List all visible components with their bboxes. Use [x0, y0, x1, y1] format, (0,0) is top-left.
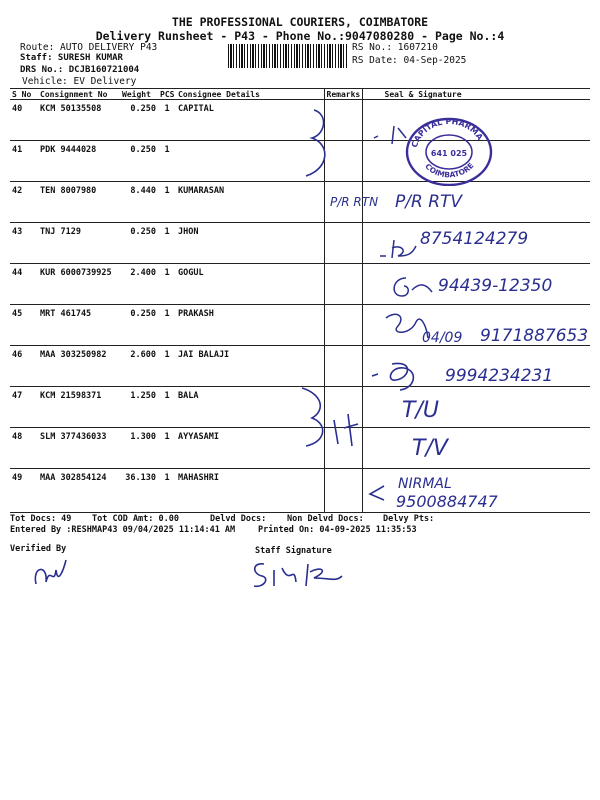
weight-cell: 2.400 — [120, 264, 158, 305]
pcs-cell: 1 — [158, 264, 176, 305]
company-title: THE PROFESSIONAL COURIERS, COIMBATORE — [171, 15, 429, 29]
col-consignment: Consignment No — [38, 89, 120, 100]
staff-signature-label: Staff Signature — [255, 546, 332, 556]
consignment-cell: MAA 302854124 — [38, 469, 120, 513]
consignee-cell: JHON — [176, 223, 324, 264]
pcs-cell: 1 — [158, 141, 176, 182]
handwritten-phone-46: 9994234231 — [445, 366, 554, 386]
rs-date: RS Date: 04-Sep-2025 — [352, 55, 467, 66]
weight-cell: 0.250 — [120, 305, 158, 346]
sno-cell: 41 — [10, 141, 38, 182]
weight-cell: 1.300 — [120, 428, 158, 469]
entered-by: Entered By :RESHMAP43 09/04/2025 11:14:41 AM — [10, 525, 236, 535]
verified-by-signature — [28, 556, 68, 592]
consignee-cell: CAPITAL — [176, 100, 324, 141]
consignee-cell: PRAKASH — [176, 305, 324, 346]
staff-signature — [250, 556, 350, 590]
staff-label: Staff: SURESH KUMAR — [20, 53, 123, 63]
remarks-cell — [324, 305, 362, 346]
handwritten-date-45: 04/09 — [422, 330, 463, 346]
remarks-scribble-47-48 — [296, 384, 376, 454]
col-consignee: Consignee Details — [176, 89, 324, 100]
pcs-cell: 1 — [158, 182, 176, 223]
consignee-cell: GOGUL — [176, 264, 324, 305]
remark-pr-rtn: P/R RTN — [330, 195, 379, 209]
remarks-cell — [324, 223, 362, 264]
runsheet-title: Delivery Runsheet - P43 - Phone No.:9047080280 - Page No.:4 — [95, 29, 505, 43]
handwritten-phone-49: 9500884747 — [396, 492, 498, 511]
tot-cod-amount: Tot COD Amt: 0.00 — [92, 514, 179, 524]
pcs-cell: 1 — [158, 305, 176, 346]
printed-on: Printed On: 04-09-2025 11:35:53 — [258, 525, 417, 535]
tot-docs: Tot Docs: 49 — [10, 514, 72, 524]
pcs-cell: 1 — [158, 100, 176, 141]
sno-cell: 48 — [10, 428, 38, 469]
stamp-bottom-text: COIMBATORE — [423, 160, 476, 180]
check-scribble-49 — [366, 484, 390, 502]
sno-cell: 49 — [10, 469, 38, 513]
pcs-cell: 1 — [158, 387, 176, 428]
remarks-cell — [324, 469, 362, 513]
weight-cell: 0.250 — [120, 141, 158, 182]
table-row — [10, 182, 590, 223]
weight-cell: 2.600 — [120, 346, 158, 387]
stamp-top-text: CAPITAL PHARMA — [409, 116, 485, 149]
stamp-pin: 641 025 — [430, 149, 468, 158]
weight-cell: 8.440 — [120, 182, 158, 223]
consignee-cell: BALA — [176, 387, 324, 428]
consignment-cell: KCM 21598371 — [38, 387, 120, 428]
remarks-scribble-40 — [300, 104, 340, 184]
handwritten-phone-44: 94439-12350 — [438, 276, 553, 296]
consignment-cell: SLM 377436033 — [38, 428, 120, 469]
rs-number: RS No.: 1607210 — [352, 42, 438, 53]
pcs-cell: 1 — [158, 223, 176, 264]
consignment-cell: TNJ 7129 — [38, 223, 120, 264]
consignment-cell: MRT 461745 — [38, 305, 120, 346]
table-row — [10, 469, 590, 513]
sno-cell: 47 — [10, 387, 38, 428]
col-weight: Weight — [120, 89, 158, 100]
seal-cell — [362, 428, 590, 469]
weight-cell: 0.250 — [120, 223, 158, 264]
col-sno: S No — [10, 89, 38, 100]
delivery-points: Delvy Pts: — [383, 514, 435, 524]
signature-scribble-46 — [370, 358, 440, 394]
consignment-cell: KUR 6000739925 — [38, 264, 120, 305]
drs-number: DRS No.: DCJB160721004 — [20, 65, 140, 75]
col-remarks: Remarks — [324, 89, 362, 100]
signature-scribble-44 — [388, 272, 438, 302]
weight-cell: 1.250 — [120, 387, 158, 428]
consignment-cell: PDK 9444028 — [38, 141, 120, 182]
sno-cell: 46 — [10, 346, 38, 387]
handwritten-tu-47: T/U — [402, 398, 439, 423]
weight-cell: 0.250 — [120, 100, 158, 141]
non-delivered-docs: Non Delvd Docs: — [287, 514, 364, 524]
handwritten-name-49: NIRMAL — [398, 476, 452, 492]
pcs-cell: 1 — [158, 469, 176, 513]
handwritten-tv-48: T/V — [412, 436, 448, 461]
vehicle-label: Vehicle: EV Delivery — [22, 76, 137, 87]
remarks-cell — [324, 346, 362, 387]
col-pcs: PCS — [160, 89, 175, 99]
consignee-cell: JAI BALAJI — [176, 346, 324, 387]
consignment-cell: TEN 8007980 — [38, 182, 120, 223]
sno-cell: 44 — [10, 264, 38, 305]
tick-scribble-40 — [372, 120, 412, 150]
delivered-docs: Delvd Docs: — [210, 514, 267, 524]
weight-cell: 36.130 — [120, 469, 158, 513]
handwritten-pr-rtv: P/R RTV — [395, 192, 463, 212]
company-stamp — [404, 114, 494, 186]
consignee-cell: MAHASHRI — [176, 469, 324, 513]
consignee-cell: KUMARASAN — [176, 182, 324, 223]
barcode — [228, 44, 348, 68]
table-header-row — [10, 89, 590, 100]
pcs-cell: 1 — [158, 428, 176, 469]
signature-scribble-43 — [378, 236, 418, 262]
col-seal: Seal & Signature — [362, 89, 590, 100]
consignee-cell: AYYASAMI — [176, 428, 324, 469]
sno-cell: 42 — [10, 182, 38, 223]
consignment-cell: KCM 50135508 — [38, 100, 120, 141]
route-label: Route: AUTO DELIVERY P43 — [20, 42, 158, 53]
verified-by-label: Verified By — [10, 544, 67, 554]
sno-cell: 43 — [10, 223, 38, 264]
pcs-cell: 1 — [158, 346, 176, 387]
handwritten-phone-45: 9171887653 — [480, 326, 589, 346]
sno-cell: 45 — [10, 305, 38, 346]
handwritten-phone-43: 8754124279 — [420, 229, 529, 249]
consignment-cell: MAA 303250982 — [38, 346, 120, 387]
sno-cell: 40 — [10, 100, 38, 141]
remarks-cell — [324, 264, 362, 305]
